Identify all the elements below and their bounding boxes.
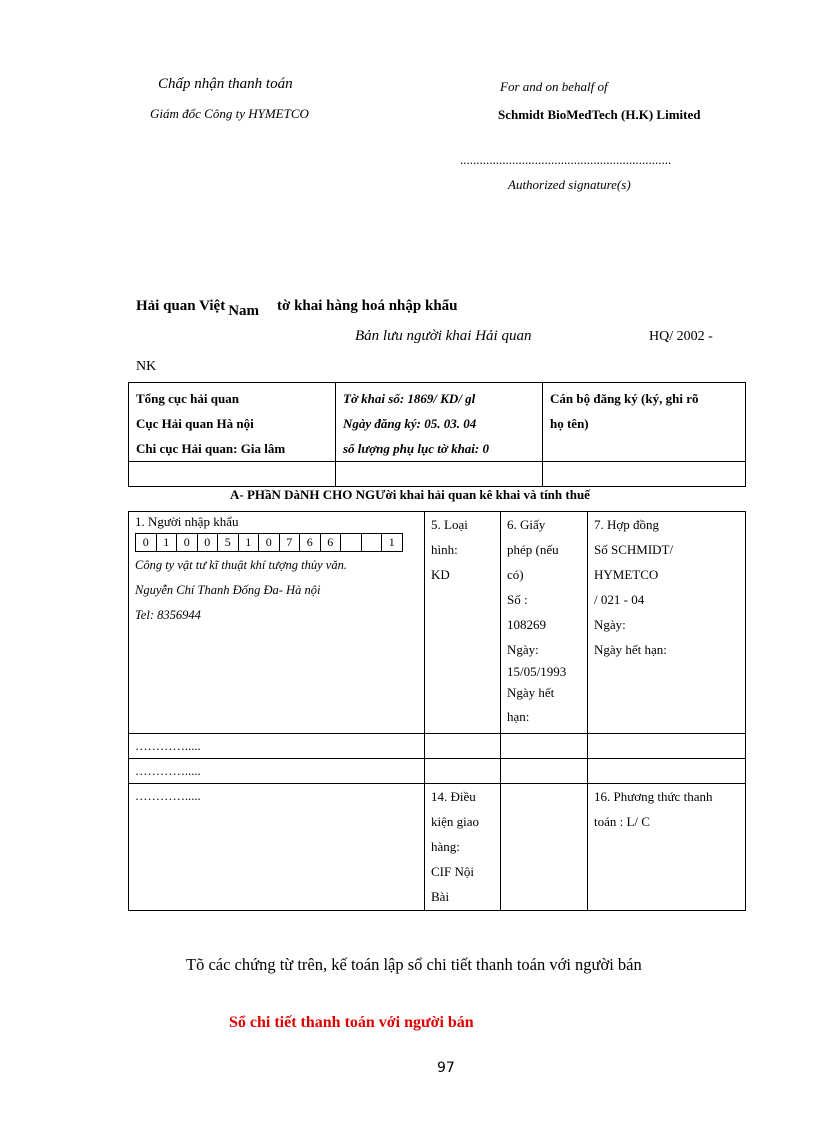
tax-digit: 0: [176, 533, 198, 552]
contract-line: HYMETCO: [594, 567, 659, 582]
tax-digit: 7: [279, 533, 301, 552]
type-line: 5. Loại: [431, 517, 468, 532]
officer-cell: [543, 383, 746, 462]
payment-line: 16. Phương thức thanh: [594, 789, 713, 804]
row4-dots: ………….....: [135, 789, 201, 803]
permit-line: 108269: [507, 617, 546, 632]
importer-label: 1. Người nhập khẩu: [135, 514, 239, 529]
tax-digit: 6: [299, 533, 321, 552]
delivery-line: kiện giao: [431, 814, 480, 829]
empty-cell: [425, 734, 501, 759]
payment-line: toán : L/ C: [594, 814, 650, 829]
empty-cell: [588, 734, 746, 759]
declaration-line-3: số lượng phụ lục tờ khai: 0: [343, 441, 489, 456]
empty-cell: [501, 759, 588, 784]
permit-line: Ngày hết: [507, 685, 555, 700]
customs-line-1: Tổng cục hải quan: [136, 391, 239, 406]
contract-line: Ngày hết hạn:: [594, 642, 667, 657]
customs-header-table: [128, 382, 746, 487]
row2-dots: ………….....: [135, 739, 201, 753]
tax-digit: 0: [135, 533, 157, 552]
importer-details-table: [128, 511, 746, 911]
customs-line-3: Chi cục Hải quan: Gia lâm: [136, 441, 286, 456]
row2-cell: [129, 734, 425, 759]
contract-line: / 021 - 04: [594, 592, 645, 607]
tax-code-boxes: [135, 533, 418, 552]
permit-line: có): [507, 567, 524, 582]
company-name: Schmidt BioMedTech (H.K) Limited: [498, 107, 701, 122]
importer-name: Công ty vật tư kĩ thuật khí tượng thủy văn.: [135, 558, 347, 572]
contract-line: 7. Hợp đồng: [594, 517, 660, 532]
permit-cell: [501, 512, 588, 734]
ledger-title: Sổ chi tiết thanh toán với người bán: [229, 1014, 474, 1031]
section-a-heading: A- PHầN DàNH CHO NGƯời khai hải quan kê khai và tính thuế: [230, 487, 590, 502]
importer-address: Nguyễn Chí Thanh Đống Đa- Hà nội: [135, 583, 321, 597]
empty-cell: [129, 462, 336, 487]
permit-line: phép (nếu: [507, 542, 559, 557]
declaration-title: [136, 298, 458, 319]
permit-line: Số :: [507, 592, 528, 607]
tax-digit: 5: [217, 533, 239, 552]
title-part2: Nam: [228, 303, 260, 319]
empty-cell: [336, 462, 543, 487]
tax-digit: [340, 533, 362, 552]
declaration-line-2: Ngày đăng ký: 05. 03. 04: [343, 416, 477, 431]
officer-line-1: Cán bộ đăng ký (ký, ghi rõ: [550, 391, 699, 406]
permit-line: 6. Giấy: [507, 517, 546, 532]
tax-digit: 0: [258, 533, 280, 552]
contract-cell: [588, 512, 746, 734]
title-part1: Hải quan Việt: [136, 298, 226, 314]
declaration-subtitle: Bản lưu người khai Hải quan: [355, 328, 532, 344]
type-line: hình:: [431, 542, 458, 557]
customs-line-2: Cục Hải quan Hà nội: [136, 416, 254, 431]
declaration-line-1: Tờ khai số: 1869/ KD/ gl: [343, 391, 476, 406]
tax-digit: 0: [197, 533, 219, 552]
contract-line: Ngày:: [594, 617, 626, 632]
permit-line: 15/05/1993: [507, 664, 567, 679]
body-paragraph: Tõ các chứng từ trên, kế toán lập sổ chi tiết thanh toán với người bán: [186, 955, 642, 974]
declaration-number-cell: [336, 383, 543, 462]
empty-cell: [588, 759, 746, 784]
title-part3: tờ khai hàng hoá nhập khẩu: [277, 298, 458, 314]
empty-cell: [543, 462, 746, 487]
empty-cell: [425, 759, 501, 784]
importer-phone: Tel: 8356944: [135, 608, 201, 622]
delivery-line: hàng:: [431, 839, 460, 854]
tax-digit: 6: [320, 533, 342, 552]
acceptance-label: Chấp nhận thanh toán: [158, 76, 293, 92]
form-code: HQ/ 2002 -: [649, 329, 713, 344]
permit-line: Ngày:: [507, 642, 539, 657]
tax-digit: [361, 533, 383, 552]
tax-digit: 1: [381, 533, 403, 552]
director-label: Giám đốc Công ty HYMETCO: [150, 106, 309, 121]
customs-office-cell: [129, 383, 336, 462]
type-line: KD: [431, 567, 450, 582]
import-type-cell: [425, 512, 501, 734]
delivery-terms-cell: [425, 784, 501, 911]
delivery-line: Bài: [431, 889, 450, 904]
empty-cell: [501, 734, 588, 759]
form-code-cont: NK: [136, 359, 157, 374]
importer-cell: [129, 512, 425, 734]
row3-cell: [129, 759, 425, 784]
contract-line: Số SCHMIDT/: [594, 542, 674, 557]
delivery-line: 14. Điều: [431, 789, 476, 804]
authorized-signature-label: Authorized signature(s): [508, 177, 631, 192]
page-number: 97: [437, 1060, 455, 1076]
empty-cell: [501, 784, 588, 911]
payment-method-cell: [588, 784, 746, 911]
on-behalf-label: For and on behalf of: [500, 79, 608, 94]
tax-digit: 1: [156, 533, 178, 552]
officer-line-2: họ tên): [550, 416, 589, 431]
row4-cell: [129, 784, 425, 911]
signature-line: .................................................................: [460, 152, 672, 167]
row3-dots: ………….....: [135, 764, 201, 778]
permit-line: hạn:: [507, 709, 530, 724]
tax-digit: 1: [238, 533, 260, 552]
delivery-line: CIF Nội: [431, 864, 474, 879]
